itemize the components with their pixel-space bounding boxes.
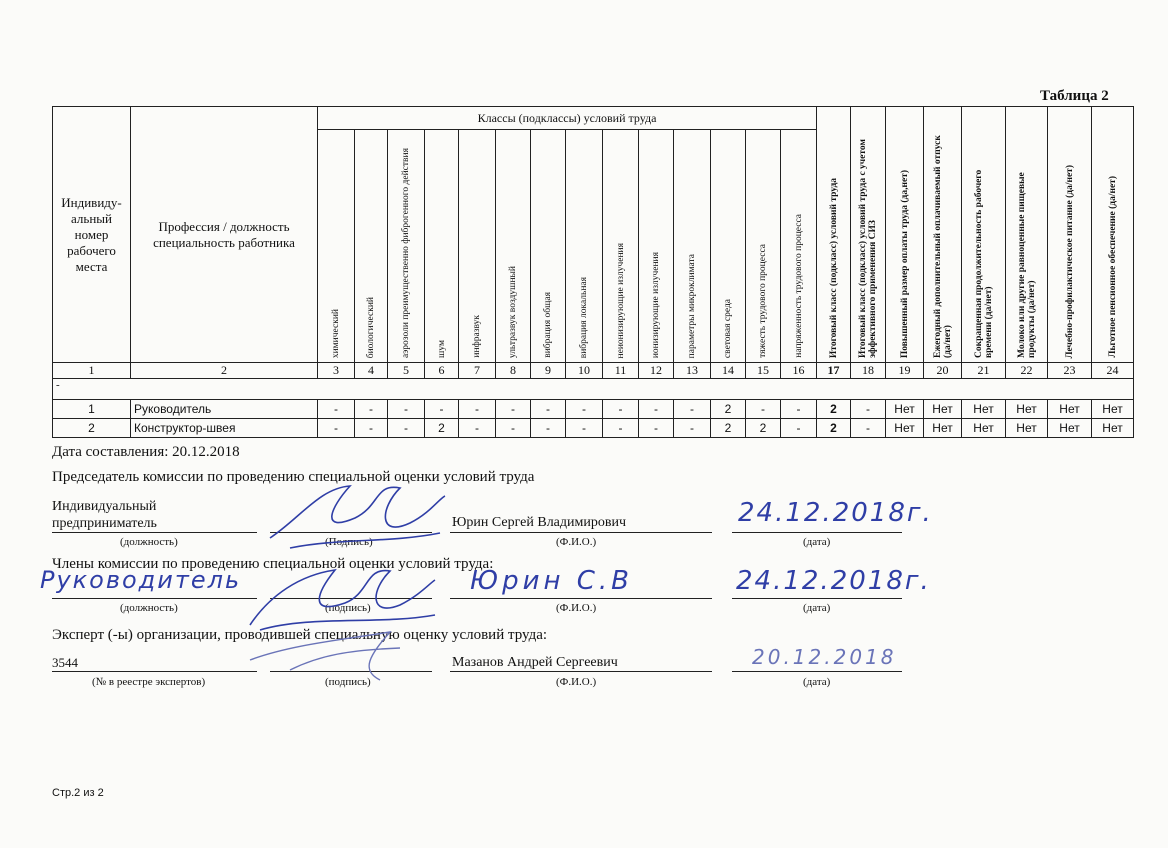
- row-cell: Нет: [1048, 400, 1092, 419]
- expert-signature: [230, 610, 430, 690]
- row-cell: -: [851, 419, 886, 438]
- row-cell: -: [425, 400, 459, 419]
- row-cell: -: [388, 400, 425, 419]
- col-number: 5: [388, 363, 425, 379]
- row-number: 2: [53, 419, 131, 438]
- col-number: 2: [131, 363, 318, 379]
- chair-heading: Председатель комиссии по проведению специальной оценки условий труда: [52, 469, 535, 485]
- row-cell: -: [746, 400, 781, 419]
- header-therapeutic-food: Лечебно-профилактическое питание (да/нет): [1064, 164, 1075, 358]
- factor-ionizing: ионизирующие излучения: [651, 251, 661, 358]
- header-extra-leave: Ежегодный дополнительный оплачиваемый отпуск (да/нет): [932, 135, 953, 358]
- caption-signature: (подпись): [325, 602, 371, 614]
- row-cell: Нет: [1006, 419, 1048, 438]
- section-marker: -: [53, 379, 1134, 400]
- row-cell: Нет: [1092, 400, 1134, 419]
- row-cell: Нет: [924, 419, 962, 438]
- header-milk: Молоко или другие равноценные пищевые продукты (да/нет): [1016, 172, 1037, 358]
- conditions-table: [52, 106, 1134, 438]
- caption-fio: (Ф.И.О.): [556, 676, 597, 688]
- row-number: 1: [53, 400, 131, 419]
- row-cell: -: [639, 419, 674, 438]
- date-compiled: Дата составления: 20.12.2018: [52, 444, 240, 460]
- caption-registry: (№ в реестре экспертов): [92, 676, 206, 688]
- row-cell: Нет: [962, 419, 1006, 438]
- member-fio-handwritten: Юрин С.В: [470, 566, 633, 596]
- col-number: 12: [639, 363, 674, 379]
- header-increased-pay: Повышенный размер оплаты труда (да,нет): [899, 169, 910, 358]
- row-cell: -: [318, 400, 355, 419]
- col-number: 6: [425, 363, 459, 379]
- col-number: 19: [886, 363, 924, 379]
- caption-position: (должность): [120, 536, 178, 548]
- table-title: Таблица 2: [1040, 88, 1109, 104]
- caption-fio: (Ф.И.О.): [556, 536, 597, 548]
- row-cell: -: [355, 400, 388, 419]
- row-cell: -: [531, 419, 566, 438]
- row-cell: 2: [711, 400, 746, 419]
- expert-heading: Эксперт (-ы) организации, проводившей специальную оценку условий труда:: [52, 627, 548, 643]
- caption-date: (дата): [803, 536, 831, 548]
- factor-chemical: химический: [331, 308, 341, 358]
- chair-position: [52, 498, 157, 532]
- factor-vibration-general: вибрация общая: [543, 292, 553, 358]
- col-number: 3: [318, 363, 355, 379]
- caption-fio: (Ф.И.О.): [556, 602, 597, 614]
- row-cell: -: [674, 419, 711, 438]
- chair-fio: Юрин Сергей Владимирович: [452, 515, 627, 530]
- col-number: 4: [355, 363, 388, 379]
- col-number: 15: [746, 363, 781, 379]
- row-cell: -: [496, 400, 531, 419]
- row-cell: 2: [711, 419, 746, 438]
- factor-microclimate: параметры микроклимата: [687, 253, 697, 358]
- members-heading: Члены комиссии по проведению специальной оценки условий труда:: [52, 556, 494, 572]
- header-final-class: Итоговый класс (подкласс) условий труда: [828, 177, 839, 358]
- col-number: 11: [603, 363, 639, 379]
- header-pension: Льготное пенсионное обеспечение (да/нет): [1107, 176, 1118, 358]
- row-cell: -: [566, 419, 603, 438]
- chair-signature: [260, 478, 450, 558]
- row-cell: -: [318, 419, 355, 438]
- row-cell: 2: [817, 419, 851, 438]
- row-cell: -: [674, 400, 711, 419]
- col-number: 23: [1048, 363, 1092, 379]
- header-classes-group: Классы (подклассы) условий труда: [318, 107, 817, 130]
- row-cell: -: [355, 419, 388, 438]
- col-number: 18: [851, 363, 886, 379]
- row-cell: -: [459, 419, 496, 438]
- chair-position-line2: предприниматель: [52, 516, 157, 531]
- col-number: 14: [711, 363, 746, 379]
- row-cell: Нет: [886, 419, 924, 438]
- col-number: 7: [459, 363, 496, 379]
- row-cell: 2: [746, 419, 781, 438]
- caption-signature: (Подпись): [325, 536, 373, 548]
- expert-date-handwritten: 20.12.2018: [752, 645, 897, 669]
- factor-nonionizing: неионизирующие излучения: [615, 242, 626, 358]
- row-cell: Нет: [1048, 419, 1092, 438]
- caption-date: (дата): [803, 676, 831, 688]
- page-number: Стр.2 из 2: [52, 787, 104, 799]
- factor-light: световая среда: [723, 298, 733, 358]
- col-number: 20: [924, 363, 962, 379]
- row-cell: 2: [425, 419, 459, 438]
- factor-labor-severity: тяжесть трудового процесса: [758, 244, 768, 358]
- row-cell: -: [459, 400, 496, 419]
- row-cell: -: [603, 400, 639, 419]
- row-cell: -: [496, 419, 531, 438]
- row-cell: Нет: [1092, 419, 1134, 438]
- col-number: 22: [1006, 363, 1048, 379]
- row-cell: Нет: [962, 400, 1006, 419]
- col-number: 16: [781, 363, 817, 379]
- factor-labor-intensity: напряженность трудового процесса: [793, 214, 804, 358]
- member-date-handwritten: 24.12.2018г.: [736, 566, 931, 596]
- chair-position-line1: Индивидуальный: [52, 499, 157, 514]
- col-number: 24: [1092, 363, 1134, 379]
- factor-aerosols: аэрозоли преимущественно фиброгенного действия: [401, 148, 411, 358]
- row-cell: 2: [817, 400, 851, 419]
- factor-ultrasound: ультразвук воздушный: [508, 265, 518, 358]
- row-cell: -: [639, 400, 674, 419]
- table-row: [53, 400, 1134, 419]
- row-cell: -: [781, 419, 817, 438]
- row-cell: -: [388, 419, 425, 438]
- header-final-class-siz: Итоговый класс (подкласс) условий труда с учетом эффективного применения СИЗ: [858, 139, 878, 358]
- row-cell: Нет: [1006, 400, 1048, 419]
- col-number: 10: [566, 363, 603, 379]
- header-profession: Профессия / должность специальность работника: [131, 107, 318, 363]
- row-cell: -: [781, 400, 817, 419]
- row-profession: Руководитель: [131, 400, 318, 419]
- table-row: [53, 419, 1134, 438]
- caption-date: (дата): [803, 602, 831, 614]
- caption-position: (должность): [120, 602, 178, 614]
- caption-signature: (подпись): [325, 676, 371, 688]
- row-cell: -: [603, 419, 639, 438]
- col-number: 9: [531, 363, 566, 379]
- row-cell: Нет: [886, 400, 924, 419]
- factor-biological: биологический: [366, 296, 376, 358]
- row-cell: -: [566, 400, 603, 419]
- header-workplace-number: Индивиду-альный номер рабочего места: [53, 107, 131, 363]
- col-number: 8: [496, 363, 531, 379]
- expert-registry-number: 3544: [52, 655, 78, 670]
- factor-vibration-local: вибрация локальная: [579, 276, 589, 358]
- expert-fio: Мазанов Андрей Сергеевич: [452, 655, 618, 670]
- col-number: 1: [53, 363, 131, 379]
- row-cell: Нет: [924, 400, 962, 419]
- row-cell: -: [531, 400, 566, 419]
- member-position-handwritten: Руководитель: [40, 566, 242, 594]
- header-reduced-hours: Сокращенная продолжительность рабочего времени (да/нет): [973, 169, 994, 358]
- col-number: 13: [674, 363, 711, 379]
- column-number-row: [53, 363, 1134, 379]
- chair-date-handwritten: 24.12.2018г.: [738, 498, 933, 528]
- factor-noise: шум: [436, 340, 447, 358]
- row-cell: -: [851, 400, 886, 419]
- factor-infrasound: инфразвук: [472, 315, 482, 358]
- col-number: 21: [962, 363, 1006, 379]
- row-profession: Конструктор-швея: [131, 419, 318, 438]
- col-number: 17: [817, 363, 851, 379]
